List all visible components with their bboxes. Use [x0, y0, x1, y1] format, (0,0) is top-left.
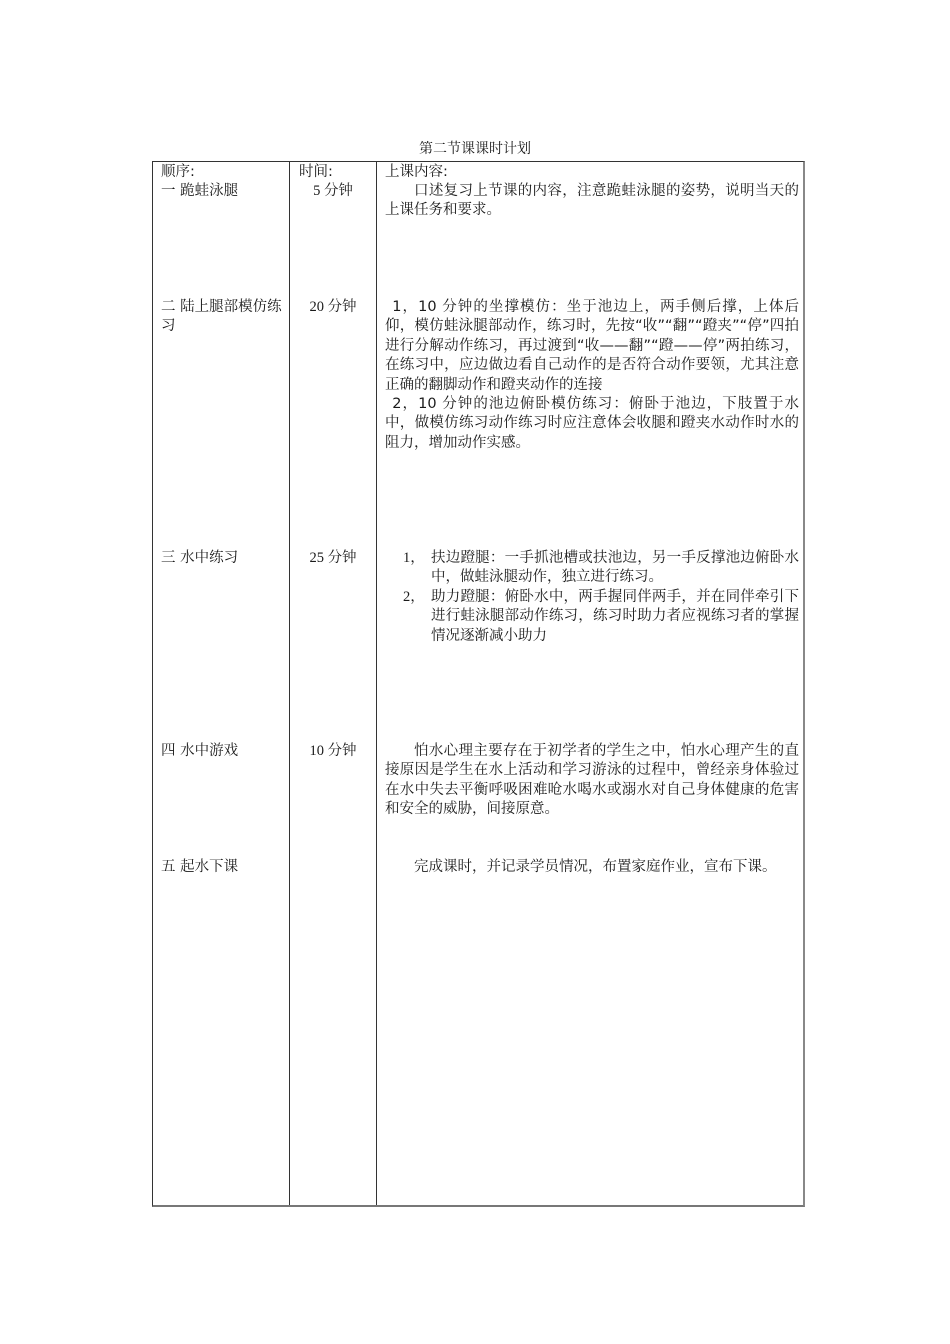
- list-item: [385, 549, 799, 588]
- row-2-sequence: 二 陆上腿部模仿练习: [161, 299, 282, 335]
- row-4-content: [385, 742, 799, 820]
- paragraph: 怕水心理主要存在于初学者的学生之中，怕水心理产生的直接原因是学生在水上活动和学习游泳的过程中，曾经亲身体验过在水中失去平衡呼吸困难呛水喝水或溺水对自己身体健康的危害和安全的威胁，间接原意。: [385, 743, 799, 818]
- row-3-content: [385, 549, 799, 646]
- paragraph: 口述复习上节课的内容，注意跪蛙泳腿的姿势，说明当天的上课任务和要求。: [385, 183, 799, 219]
- header-sequence: 顺序:: [161, 164, 195, 180]
- list-number: 1，: [403, 550, 425, 566]
- row-3-sequence: 三 水中练习: [161, 550, 239, 566]
- list-item: [385, 588, 799, 646]
- paragraph: 2，10 分钟的池边俯卧模仿练习：俯卧于池边，下肢置于水中，做模仿练习动作练习时应注意体会收腿和蹬夹水动作时水的阻力，增加动作实感。: [385, 396, 799, 451]
- header-content: 上课内容:: [385, 164, 448, 180]
- row-2-time: 20 分钟: [309, 299, 357, 315]
- column-divider: [289, 162, 290, 1205]
- row-5-sequence: 五 起水下课: [161, 859, 239, 875]
- paragraph: 完成课时，并记录学员情况，布置家庭作业，宣布下课。: [414, 859, 777, 875]
- column-divider: [376, 162, 377, 1205]
- row-4-time: 10 分钟: [309, 743, 357, 759]
- lesson-plan-table: [152, 161, 805, 1207]
- row-3-time: 25 分钟: [309, 550, 357, 566]
- row-5-content: [385, 858, 799, 877]
- list-text: 助力蹬腿：俯卧水中，两手握同伴两手，并在同伴牵引下进行蛙泳腿部动作练习，练习时助力者应视练习者的掌握情况逐渐减小助力: [431, 588, 799, 644]
- list-text: 扶边蹬腿：一手抓池槽或扶池边，另一手反撑池边俯卧水中，做蛙泳腿动作，独立进行练习。: [431, 550, 799, 586]
- list-number: 2，: [403, 588, 425, 605]
- row-1-time: 5 分钟: [313, 183, 353, 199]
- row-1-sequence: 一 跪蛙泳腿: [161, 183, 239, 199]
- header-time: 时间:: [299, 164, 333, 180]
- row-2-content: [385, 298, 799, 453]
- document-title: 第二节课课时计划: [419, 141, 531, 157]
- paragraph: 1，10 分钟的坐撑模仿：坐于池边上，两手侧后撑，上体后仰，模仿蛙泳腿部动作，练习时，先按“收”“翻”“蹬夹”“停”四拍进行分解动作练习，再过渡到“收——翻”“蹬——停”两拍练习，在练习中，应边做边看自己动作的是否符合动作要领，尤其注意正确的翻脚动作和蹬夹动作的连接: [385, 299, 799, 393]
- row-4-sequence: 四 水中游戏: [161, 743, 239, 759]
- row-1-content: [385, 182, 799, 221]
